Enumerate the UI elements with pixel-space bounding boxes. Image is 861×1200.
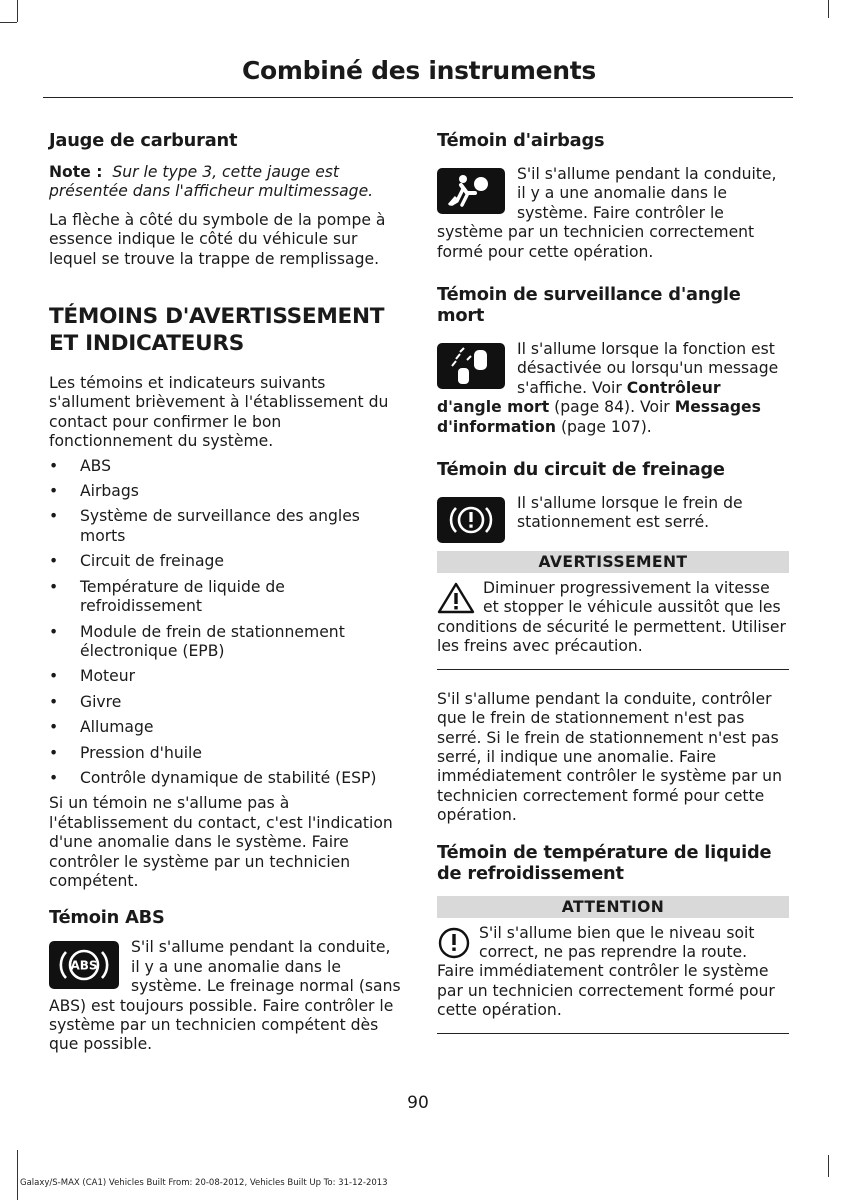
warning-text: Diminuer progressivement la vitesse et stopper le véhicule aussitôt que les conditions de sécurité le permettent. Utiliser les freins avec précaution.	[437, 579, 786, 656]
brake-paragraph: Il s'allume lorsque le frein de stationnement est serré.	[517, 494, 743, 532]
airbag-heading: Témoin d'airbags	[437, 130, 605, 151]
list-item: • Température de liquide de refroidissement	[49, 577, 285, 616]
airbag-paragraph: S'il s'allume pendant la conduite, il y a une anomalie dans le système. Faire contrôler le système par un technicien correctement formé pour cette opération.	[437, 165, 777, 261]
list-item: • Allumage	[49, 718, 154, 737]
blind-spot-heading: Témoin de surveillance d'angle mort	[437, 284, 741, 327]
abs-warning-icon	[49, 941, 119, 989]
crop-mark	[17, 0, 18, 22]
caution-banner: ATTENTION	[437, 896, 789, 918]
page-title: Combiné des instruments	[242, 56, 596, 85]
list-item: • Moteur	[49, 667, 135, 686]
caution-body	[437, 918, 789, 1034]
blind-spot-warning-icon	[437, 343, 505, 389]
brake-warning-icon	[437, 497, 505, 543]
warning-callout	[437, 551, 789, 670]
warnings-heading-line2: ET INDICATEURS	[49, 331, 244, 357]
fuel-note	[49, 163, 401, 202]
svg-text:ABS: ABS	[70, 958, 98, 973]
brake-paragraph-2: S'il s'allume pendant la conduite, contrôler que le frein de stationnement n'est pas serré. Si le frein de stationnement n'est pas serré, il indique une anomalie. Faire immédiatement contrôler le système par un technicien correctement formé pour cette opération.	[437, 689, 782, 825]
left-column	[49, 130, 401, 1055]
fuel-paragraph: La flèche à côté du symbole de la pompe à essence indique le côté du véhicule sur lequel se trouve la trappe de remplissage.	[49, 210, 386, 268]
brake-heading: Témoin du circuit de freinage	[437, 459, 725, 481]
warning-body	[437, 573, 789, 670]
warning-banner: AVERTISSEMENT	[437, 551, 789, 573]
caution-circle-icon	[437, 926, 471, 960]
warning-triangle-icon	[437, 581, 475, 615]
right-column	[437, 130, 789, 1034]
list-item: • Pression d'huile	[49, 743, 202, 762]
warnings-heading-line1: TÉMOINS D'AVERTISSEMENT	[49, 304, 385, 330]
airbag-section	[437, 165, 789, 262]
warning-list	[49, 457, 401, 789]
crop-mark	[17, 1150, 18, 1200]
list-item: • Contrôle dynamique de stabilité (ESP)	[49, 768, 377, 787]
warnings-intro: Les témoins et indicateurs suivants s'allument brièvement à l'établissement du contact pour confirmer le bon fonctionnement du système.	[49, 374, 389, 451]
list-item: • Module de frein de stationnement électronique (EPB)	[49, 622, 345, 660]
brake-section	[437, 494, 789, 543]
note-label: Note :	[49, 163, 103, 181]
crop-mark	[828, 1155, 829, 1177]
abs-paragraph: S'il s'allume pendant la conduite, il y a une anomalie dans le système. Le freinage normal (sans ABS) est toujours possible. Faire contrôler le système par un technicien compétent dès que possible.	[49, 938, 401, 1054]
page-number: 90	[407, 1093, 429, 1113]
fuel-gauge-heading: Jauge de carburant	[49, 130, 238, 151]
list-item: • Système de surveillance des angles morts	[49, 507, 360, 545]
blind-spot-section	[437, 340, 789, 437]
abs-section	[49, 938, 401, 1054]
information-messages-link[interactable]: Messages d'information	[437, 398, 761, 436]
title-divider	[43, 97, 793, 98]
blind-spot-paragraph: Il s'allume lorsque la fonction est désactivée ou lorsqu'un message s'affiche. Voir Contrôleur d'angle mort (page 84). Voir Messages d'information (page 107).	[437, 340, 779, 436]
footer-text: Galaxy/S-MAX (CA1) Vehicles Built From: 20-08-2012, Vehicles Built Up To: 31-12-2013	[20, 1178, 388, 1188]
crop-mark	[828, 0, 829, 18]
warnings-outro: Si un témoin ne s'allume pas à l'établissement du contact, c'est l'indication d'une anomalie dans le système. Faire contrôler le système par un technicien compétent.	[49, 794, 393, 890]
note-text: Sur le type 3, cette jauge est présentée dans l'afficheur multimessage.	[49, 163, 374, 201]
airbag-warning-icon	[437, 168, 505, 214]
caution-text: S'il s'allume bien que le niveau soit correct, ne pas reprendre la route. Faire immédiatement contrôler le système par un technicien correctement formé pour cette opération.	[437, 923, 775, 1020]
abs-heading: Témoin ABS	[49, 907, 165, 929]
list-item: • Airbags	[49, 482, 139, 501]
warnings-heading	[49, 303, 401, 357]
blind-spot-monitor-link[interactable]: Contrôleur d'angle mort	[437, 378, 721, 417]
crop-mark	[0, 22, 17, 23]
coolant-heading: Témoin de température de liquide de refroidissement	[437, 841, 772, 884]
list-item: • Circuit de freinage	[49, 552, 225, 571]
list-item: • Givre	[49, 692, 122, 711]
list-item: • ABS	[49, 456, 111, 475]
caution-callout	[437, 896, 789, 1034]
